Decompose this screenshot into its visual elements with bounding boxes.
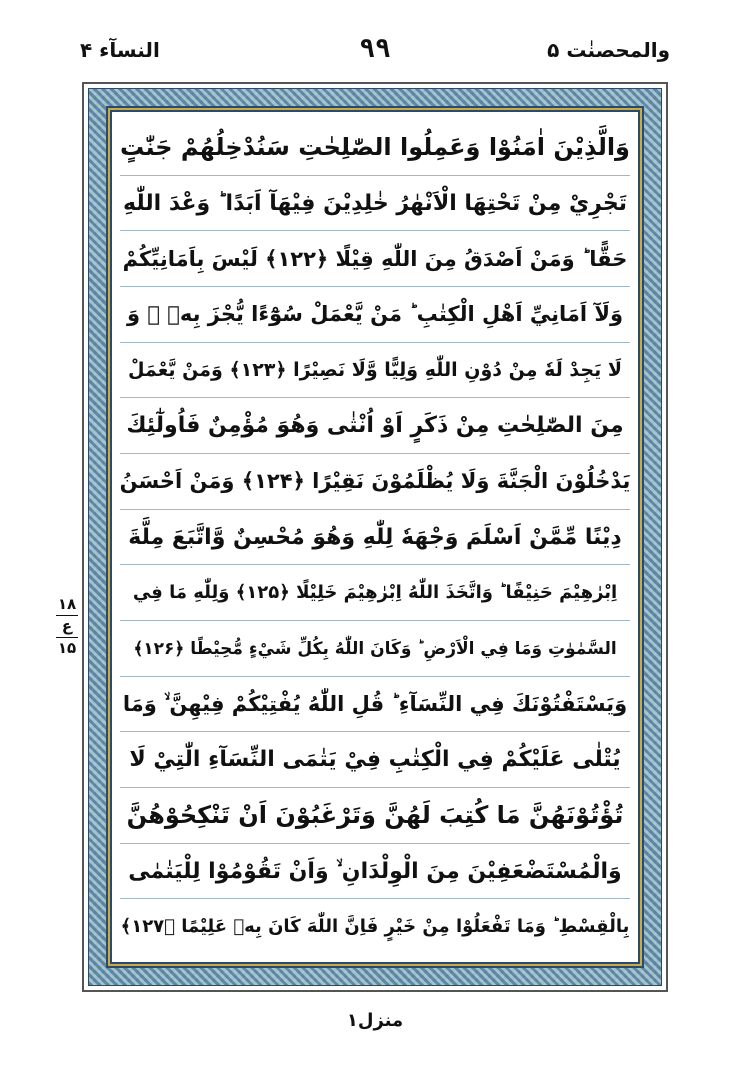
ruku-marker-rule-2: [56, 637, 78, 638]
verse-lines: [120, 120, 630, 954]
page-number: ۹۹: [359, 34, 391, 64]
verse-line-11: وَيَسْتَفْتُوْنَكَ فِي النِّسَآءِ ؕ قُلِ اللّٰهُ يُفْتِيْكُمْ فِيْهِنَّ ۙ وَمَا: [120, 677, 630, 733]
page-header: [80, 34, 670, 78]
verse-line-1: وَالَّذِيْنَ اٰمَنُوْا وَعَمِلُوا الصّٰلِحٰتِ سَنُدْخِلُهُمْ جَنّٰتٍ: [120, 120, 630, 176]
verse-line-12: يُتْلٰى عَلَيْكُمْ فِي الْكِتٰبِ فِيْ يَتٰمَى النِّسَآءِ الّٰتِيْ لَا: [120, 732, 630, 788]
manzil-footer: منزل۱: [346, 1010, 404, 1031]
verse-line-7: يَدْخُلُوْنَ الْجَنَّةَ وَلَا يُظْلَمُوْنَ نَقِيْرًا ﴿۱۲۴﴾ وَمَنْ اَحْسَنُ: [120, 454, 630, 510]
verse-line-10: السَّمٰوٰتِ وَمَا فِي الْاَرْضِ ؕ وَكَانَ اللّٰهُ بِكُلِّ شَيْءٍ مُّحِيْطًا ﴿۱۲۶﴾: [120, 621, 630, 677]
verse-line-14: وَالْمُسْتَضْعَفِيْنَ مِنَ الْوِلْدَانِ ۙ وَاَنْ تَقُوْمُوْا لِلْيَتٰمٰى: [120, 844, 630, 900]
text-panel: [110, 110, 640, 964]
juz-name: والمحصنٰت ۵: [547, 38, 670, 62]
ruku-marker-rule: [56, 615, 78, 616]
verse-line-13: تُؤْتُوْنَهُنَّ مَا كُتِبَ لَهُنَّ وَتَرْغَبُوْنَ اَنْ تَنْكِحُوْهُنَّ: [120, 788, 630, 844]
ruku-marker-letter: ع: [61, 617, 73, 635]
verse-line-8: دِيْنًا مِّمَّنْ اَسْلَمَ وَجْهَهٗ لِلّٰهِ وَهُوَ مُحْسِنٌ وَّاتَّبَعَ مِلَّةَ: [120, 510, 630, 566]
ruku-marker: [56, 596, 78, 657]
verse-line-6: مِنَ الصّٰلِحٰتِ مِنْ ذَكَرٍ اَوْ اُنْثٰى وَهُوَ مُؤْمِنٌ فَاُولٰٓئِكَ: [120, 398, 630, 454]
ornamental-frame: [82, 82, 668, 992]
ruku-marker-bottom: ۱۵: [57, 639, 77, 657]
verse-line-15: بِالْقِسْطِ ؕ وَمَا تَفْعَلُوْا مِنْ خَيْرٍ فَاِنَّ اللّٰهَ كَانَ بِهٖ عَلِيْمًا ﴿۱۲۷﴾: [120, 916, 630, 938]
verse-line-3: حَقًّا ؕ وَمَنْ اَصْدَقُ مِنَ اللّٰهِ قِيْلًا ﴿۱۲۲﴾ لَيْسَ بِاَمَانِيِّكُمْ: [120, 231, 630, 287]
verse-line-2: تَجْرِيْ مِنْ تَحْتِهَا الْاَنْهٰرُ خٰلِدِيْنَ فِيْهَآ اَبَدًا ؕ وَعْدَ اللّٰهِ: [120, 176, 630, 232]
verse-line-5: لَا يَجِدْ لَهٗ مِنْ دُوْنِ اللّٰهِ وَلِيًّا وَّلَا نَصِيْرًا ﴿۱۲۳﴾ وَمَنْ يَّعْمَلْ: [120, 343, 630, 399]
verse-line-9: اِبْرٰهِيْمَ حَنِيْفًا ؕ وَاتَّخَذَ اللّٰهُ اِبْرٰهِيْمَ خَلِيْلًا ﴿۱۲۵﴾ وَلِلّٰهِ مَا فِي: [120, 565, 630, 621]
ruku-marker-top: ۱۸: [57, 595, 77, 613]
verse-line-4: وَلَآ اَمَانِيِّ اَهْلِ الْكِتٰبِ ؕ مَنْ يَّعْمَلْ سُوْٓءًا يُّجْزَ بِهٖ ۙ وَ: [120, 287, 630, 343]
surah-name: النسآء ۴: [80, 38, 160, 62]
